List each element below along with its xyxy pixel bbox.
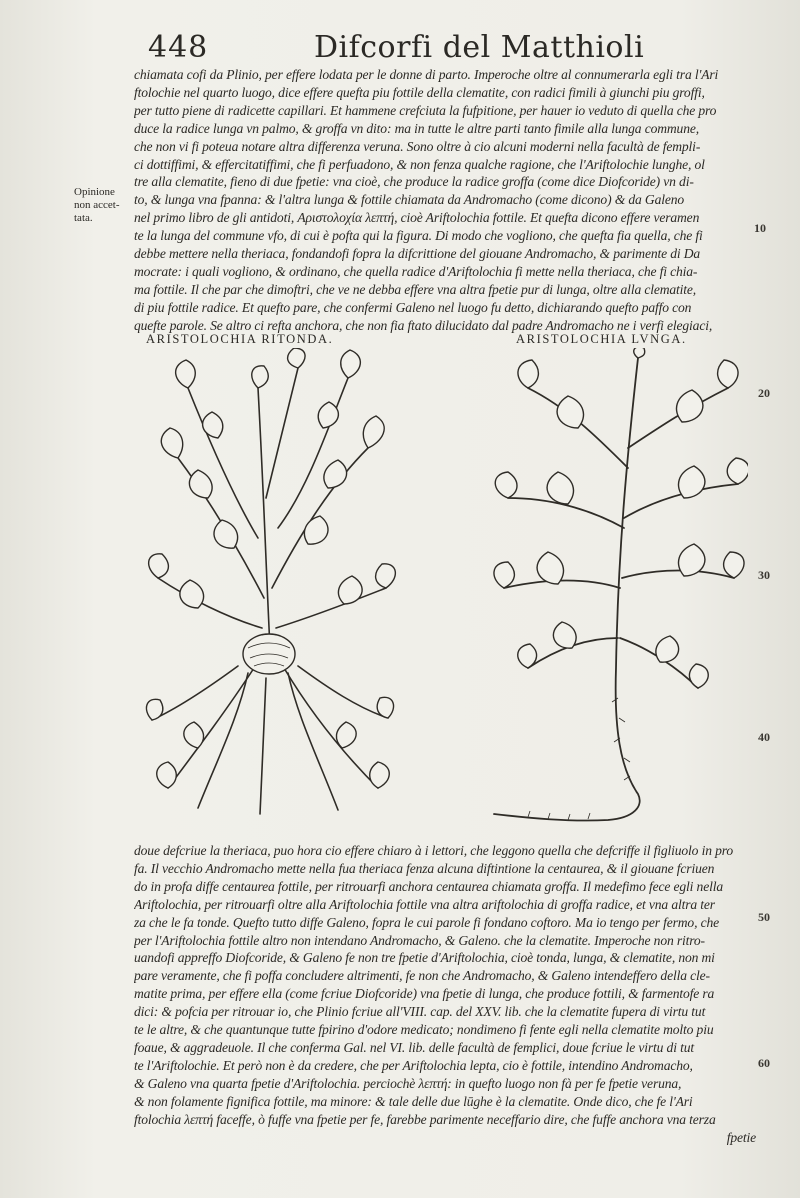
text-line: matite prima, per effere ella (come fcriue Diofcoride) vna fpetie di lunga, che produce fottili, & farmentofe ra [134,986,715,1002]
text-line: foaue, & aggradeuole. Il che conferma Gal. nel VI. lib. delle facultà de femplici, doue fcriue le virtu di tut [134,1039,694,1055]
caption-aristolochia-ritonda: ARISTOLOCHIA RITONDA. [146,332,334,346]
text-line: uandofi appreffo Diofcoride, & Galeno fe non tre fpetie d'Ariftolochia, cioè tonda, lunga, & clematite, non mi [134,950,715,966]
margin-note [74,186,132,225]
line-number-marker: 40 [758,730,770,744]
text-line: za che le fa tonde. Quefto tutto diffe Galeno, fopra le cui parole fi fondano coftoro. Ma io tengo per fermo, che [134,914,719,930]
text-line: debbe mettere nella theriaca, fondandofi fopra la difcrittione del giouane Andromacho, & parimente di Da [134,246,701,262]
text-line: dici: & pofcia per ritrouar io, che Plinio fcriue all'VIII. cap. del XXV. lib. che la clematite fupera di virtu tut [134,1004,706,1020]
text-line: pare veramente, che fi poffa concludere altrimenti, fe non che Andromacho, & Galeno intendeffero della cle- [134,968,710,984]
line-number-marker: 20 [758,386,770,400]
text-line: per l'Ariftolochia fottile altro non intendano Andromacho, & Galeno. che la clematite. Imperoche non ritro- [134,932,705,948]
text-line: fpetie [726,1129,756,1145]
round-plant-icon [138,348,402,822]
text-line: duce la radice lunga vn palmo, & groffa vn dito: ma in tutte le altre parti tanto fimile alla lunga commune, [134,120,699,136]
text-line: te le altre, & che quantunque tutte fpirino d'odore medicato; nondimeno fi fente egli nella clematite molto piu [134,1022,714,1038]
text-line: do in profa diffe centaurea fottile, per ritrouarfi anchora centaurea chiamata groffa. Il medefimo fece egli nella [134,878,723,894]
line-number-marker: 30 [758,568,770,582]
text-line: ftolochie nel quarto luogo, dice effere quefta piu fottile della clematite, con radici fimili à giunchi piu groffi, [134,84,705,100]
line-number-marker: 50 [758,910,770,924]
text-line: to, & lunga vna fpanna: & l'altra lunga & fottile chiamata da Andromacho (come dicono) & da Galeno [134,192,685,208]
line-number-marker: 60 [758,1056,770,1070]
text-line: te l'Ariftolochie. Et però non è da credere, che per Ariftolochia lepta, cio è fottile, intendino Andromacho, [134,1057,693,1073]
margin-note-line: non accet- [74,199,120,211]
bottom-paragraph [134,842,756,1146]
text-line: di piu fottile radice. Et quefto pare, che confermi Galeno nel luogo fu detto, dichiarando quefto paffo con [134,299,692,315]
text-line: chiamata cofi da Plinio, per effere lodata per le donne di parto. Imperoche oltre al connumerarla egli tra l'Ari [134,67,719,82]
woodcut-aristolochia-ritonda [138,348,402,822]
text-line: doue defcriue la theriaca, puo hora cio effere chiaro à i lettori, che leggono quella che defcriffe il figliuolo in pro [134,843,734,858]
text-line: Ariftolochia, per ritrouarfi oltre alla Ariftolochia fottile vna altra ariftolochia di groffa radice, et vna altra ter [134,896,715,912]
text-line: te la lunga del commune vfo, di cui è pofta qui la figura. Di modo che vogliono, che quefta fia quella, che fi [134,228,703,244]
text-line: quefte parole. Se altro ci refta anchora, che non fia ftato dilucidato dal padre Andromacho ne i verfi elegiaci, [134,317,713,333]
text-line: & Galeno vna quarta fpetie d'Ariftolochia. perciochè λεπτή: in quefto luogo non fà per fe fpetie veruna, [134,1075,682,1091]
text-line: ci dottiffimi, & effercitatiffimi, che fi perfuadono, & non fenza qualche ragione, che l'Ariftolochie lunghe, ol [134,156,705,172]
text-line: ftolochia λεπτή faceffe, ò fuffe vna fpetie per fe, farebbe parimente neceffario dire, che fuffe anchora vna terza [134,1111,716,1127]
text-line: tre alla clematite, fieno di due fpetie: vna cioè, che produce la radice groffa (come dice Diofcoride) vn di- [134,174,694,190]
margin-note-line: Opinione [74,186,115,198]
text-line: che non vi fi poteua notare altra differenza veruna. Sono oltre à cio alcuni moderni nella facultà de fempli- [134,138,701,154]
text-line: mocrate: i quali vogliono, & ordinano, che quella radice d'Ariftolochia fi mette nella theriaca, che fi chia- [134,263,698,279]
long-plant-icon [488,348,748,828]
woodcut-aristolochia-lunga [488,348,748,828]
text-line: fa. Il vecchio Andromacho mette nella fua theriaca fenza alcuna diftintione la centaurea, & il giouane fcriuen [134,860,715,876]
text-line: & non folamente fignifica fottile, ma minore: & tale delle due lūghe è la clematite. Onde dico, che fe l'Ari [134,1093,693,1109]
running-title: Difcorfi del Matthioli [314,30,645,65]
caption-aristolochia-lunga: ARISTOLOCHIA LVNGA. [516,332,687,346]
margin-note-line: tata. [74,212,93,224]
page-number: 448 [148,30,209,65]
line-number-marker: 10 [754,221,766,235]
top-paragraph [134,66,756,335]
text-line: per tutto piene di radicette capillari. Et hammene crefciuta la fufpitione, per hauer io veduto di quella che pro [134,102,717,118]
text-line: ma fottile. Il che par che dimoftri, che ve ne debba effere vna altra fpetie pur di lunga, oltre alla clematite, [134,281,697,297]
text-line: nel primo libro de gli antidoti, Αριστολοχία λεπτή, cioè Ariftolochia fottile. Et quefta dicono effere veramen [134,210,700,226]
